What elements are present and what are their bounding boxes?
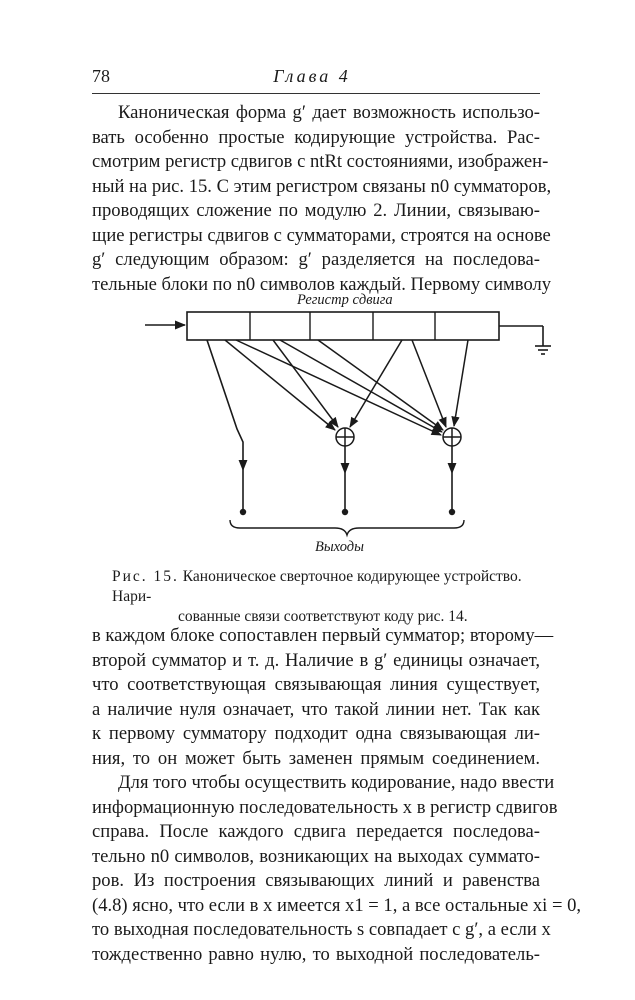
caption-text: Каноническое сверточное кодирующее устройство. Нари- (112, 568, 522, 605)
text-line: то выходная последовательность s совпадает с g′, а если x (92, 919, 551, 940)
adder-3-connections (236, 340, 468, 435)
text-line: вать особенно простые кодирующие устройства. Рас- (92, 126, 540, 148)
text-line: второй сумматор и т. д. Наличие в g′ единицы означает, (92, 649, 540, 671)
text-line: а наличие нуля означает, что такой линии нет. Так как (92, 698, 540, 720)
outputs-brace (230, 520, 464, 535)
page-header (92, 66, 532, 90)
shift-register (187, 312, 499, 340)
text-line: Для того чтобы осуществить кодирование, надо ввести (118, 772, 555, 793)
adder-outputs (345, 446, 452, 510)
caption-label: Рис. 15. (112, 568, 179, 585)
ground-symbol (499, 326, 551, 354)
header-rule (92, 93, 540, 94)
text-line: к первому сумматору подходит одна связывающая ли- (92, 723, 540, 744)
text-line: ния, то он может быть заменен прямым соединением. (92, 747, 540, 769)
mod2-adder (443, 428, 461, 446)
text-line: ров. Из построения связывающих линий и равенства (92, 870, 540, 891)
text-line: что соответствующая связывающая линия существует, (92, 674, 540, 695)
text-line: справа. После каждого сдвига передается последова- (92, 821, 540, 842)
text-line: (4.8) ясно, что если в x имеется x1 = 1, а все остальные xi = 0, (92, 894, 582, 916)
text-line: тельно n0 символов, возникающих на выходах суммато- (92, 845, 540, 867)
paragraph-body (92, 624, 582, 967)
output-terminals (240, 509, 455, 515)
paragraph-intro (92, 101, 552, 297)
direct-connection (207, 340, 243, 510)
text-line: ный на рис. 15. С этим регистром связаны n0 сумматоров, (92, 175, 552, 197)
mod2-adder (336, 428, 354, 446)
figure-caption (112, 567, 532, 627)
text-line: тождественно равно нулю, то выходной последователь- (92, 943, 540, 965)
text-line: Каноническая форма g′ дает возможность использо- (118, 102, 540, 123)
caption-line (112, 567, 532, 607)
text-line: в каждом блоке сопоставлен первый сумматор; второму— (92, 625, 554, 646)
text-line: смотрим регистр сдвигов с ntRt состояниями, изображен- (92, 151, 549, 172)
text-line: информационную последовательность x в регистр сдвигов (92, 796, 558, 818)
caption-line: сованные связи соответствуют коду рис. 14. (178, 608, 468, 625)
text-line: тельные блоки по n0 символов каждый. Первому символу (92, 273, 552, 295)
outputs-label: Выходы (315, 539, 364, 555)
page-number: 78 (92, 66, 110, 86)
adder-2-connections (225, 340, 402, 430)
text-line: щие регистры сдвигов с сумматорами, строятся на основе (92, 224, 551, 246)
text-line: g′ следующим образом: g′ разделяется на последова- (92, 249, 540, 270)
encoder-diagram (140, 284, 560, 559)
register-label: Регистр сдвига (297, 292, 393, 308)
text-line: проводящих сложение по модулю 2. Линии, связываю- (92, 200, 540, 221)
chapter-title: Глава 4 (273, 66, 351, 86)
